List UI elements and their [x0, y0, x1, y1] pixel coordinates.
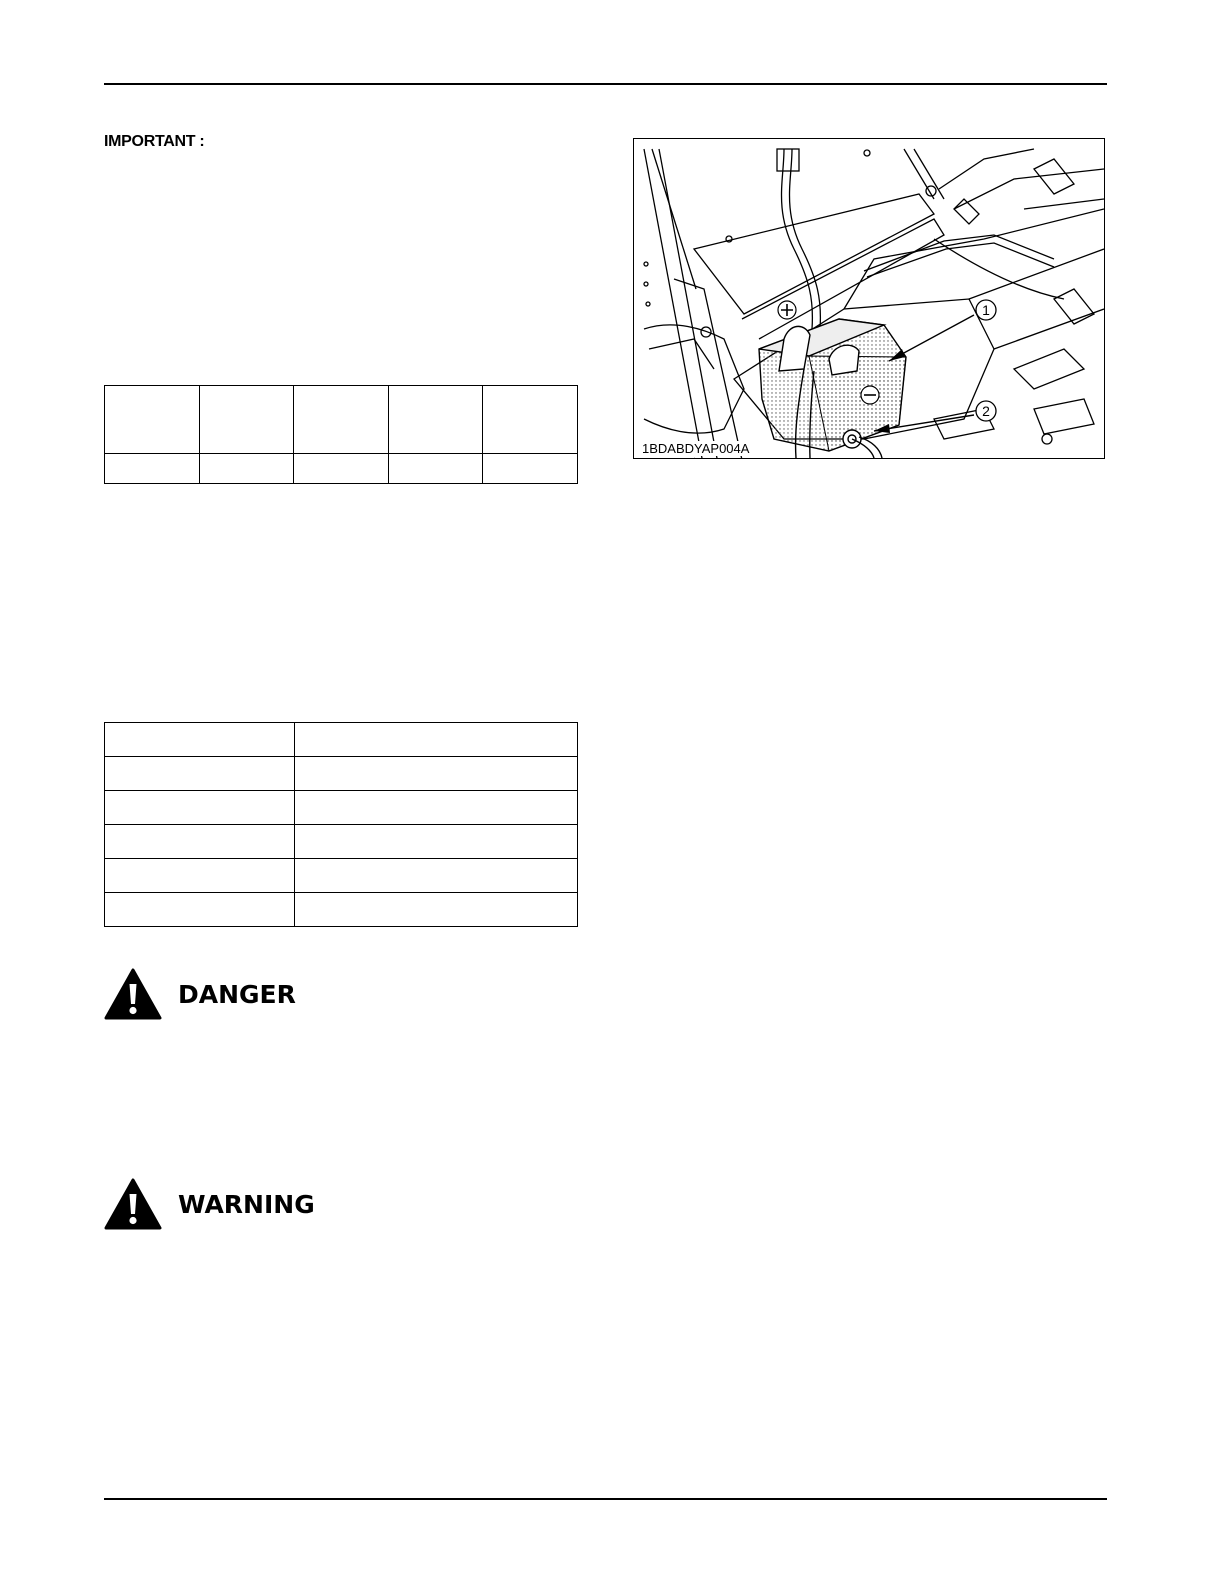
table-cell — [294, 386, 389, 454]
figure-code: 1BDABDYAP004A — [642, 441, 750, 456]
table-cell — [295, 791, 578, 825]
important-heading: IMPORTANT : — [104, 133, 205, 150]
table-cell — [105, 723, 295, 757]
table-cell — [105, 825, 295, 859]
table-row — [105, 757, 578, 791]
table-cell — [483, 386, 578, 454]
warning-triangle-icon — [104, 968, 162, 1020]
warning-triangle-icon — [104, 1178, 162, 1230]
table-cell — [199, 454, 294, 484]
table-cell — [388, 386, 483, 454]
table-row — [105, 893, 578, 927]
spec-table-bottom — [104, 722, 578, 927]
warning-alert — [104, 1178, 315, 1230]
table-cell — [199, 386, 294, 454]
table-cell — [105, 893, 295, 927]
battery-figure — [633, 138, 1105, 459]
table-cell — [105, 454, 200, 484]
table-cell — [105, 386, 200, 454]
table-row — [105, 386, 578, 454]
header-rule — [104, 83, 1107, 85]
table-cell — [105, 757, 295, 791]
table-row — [105, 825, 578, 859]
battery-illustration — [634, 139, 1104, 458]
table-row — [105, 723, 578, 757]
danger-label: DANGER — [178, 979, 296, 1009]
table-row — [105, 454, 578, 484]
table-cell — [295, 859, 578, 893]
table-cell — [483, 454, 578, 484]
callout-1: 1 — [982, 302, 990, 318]
danger-alert — [104, 968, 296, 1020]
table-cell — [105, 791, 295, 825]
table-cell — [105, 859, 295, 893]
table-row — [105, 859, 578, 893]
warning-label: WARNING — [178, 1189, 315, 1219]
table-cell — [295, 825, 578, 859]
footer-rule — [104, 1498, 1107, 1500]
table-cell — [294, 454, 389, 484]
table-cell — [295, 893, 578, 927]
table-row — [105, 791, 578, 825]
table-cell — [295, 723, 578, 757]
table-cell — [295, 757, 578, 791]
callout-2: 2 — [982, 403, 990, 419]
table-cell — [388, 454, 483, 484]
spec-table-top — [104, 385, 578, 484]
